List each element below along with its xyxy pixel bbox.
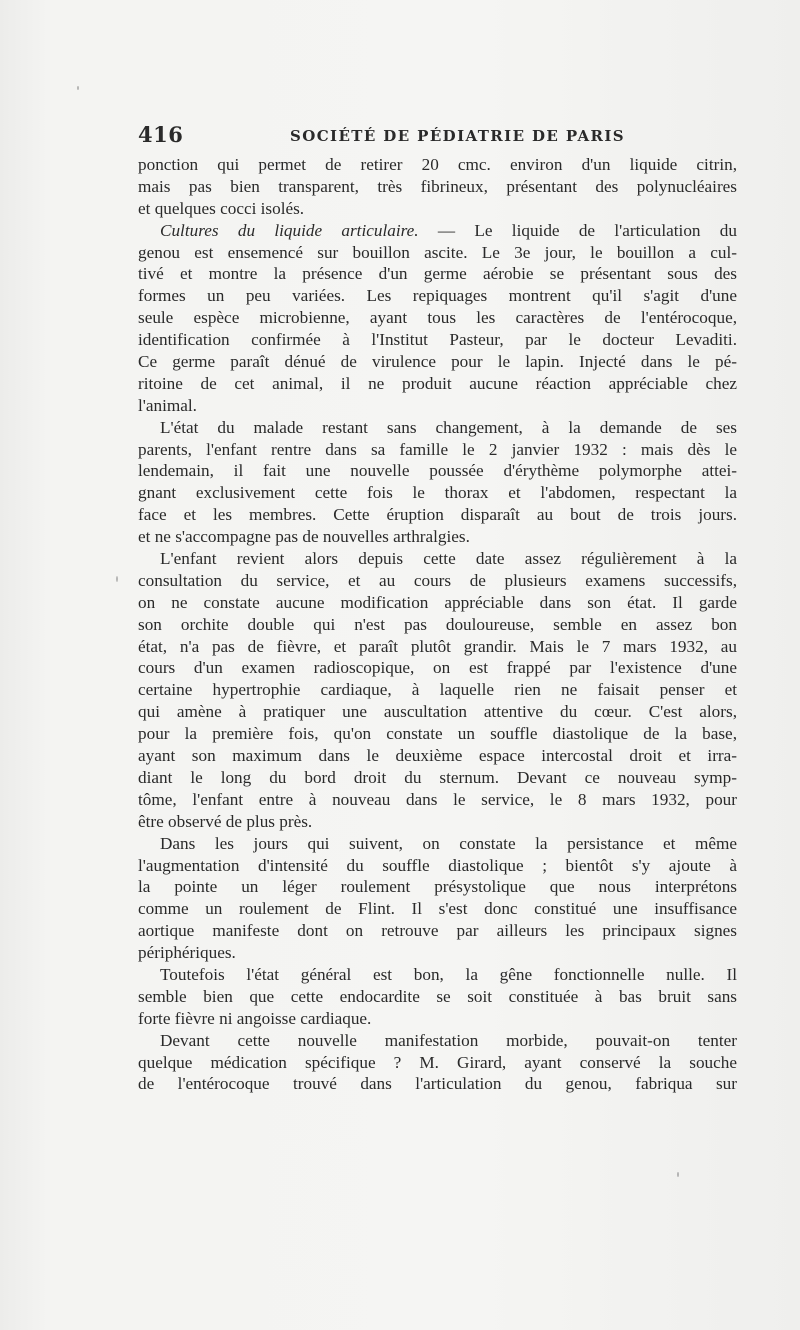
text-line: être observé de plus près. xyxy=(138,811,313,831)
text-line: périphériques. xyxy=(138,943,236,963)
text-line: quelque médication spécifique ? M. Girard, ayant conservé la souche xyxy=(138,1052,737,1072)
text-line: gnant exclusivement cette fois le thorax et l'abdomen, respectant la xyxy=(138,483,737,503)
text-line: ayant son maximum dans le deuxième espace intercostal droit et irra- xyxy=(138,746,737,766)
text-line: Devant cette nouvelle manifestation morbide, pouvait-on tenter xyxy=(160,1030,737,1050)
text-line: formes un peu variées. Les repiquages montrent qu'il s'agit d'une xyxy=(138,286,737,306)
text-line: Ce germe paraît dénué de virulence pour le lapin. Injecté dans le pé- xyxy=(138,352,737,372)
paragraph xyxy=(138,833,737,964)
text-line: qui amène à pratiquer une auscultation attentive du cœur. C'est alors, xyxy=(138,702,737,722)
running-title: SOCIÉTÉ DE PÉDIATRIE DE PARIS xyxy=(290,127,626,145)
text-line: l'augmentation d'intensité du souffle diastolique ; bientôt s'y ajoute à xyxy=(138,855,737,875)
paper-speck xyxy=(116,576,118,582)
text-line: certaine hypertrophie cardiaque, à laquelle rien ne faisait penser et xyxy=(138,680,737,700)
section-lead: Cultures du liquide articulaire. xyxy=(160,220,419,240)
text-line: son orchite double qui n'est pas douloureuse, semble en assez bon xyxy=(138,614,737,634)
text-line: Toutefois l'état général est bon, la gêne fonctionnelle nulle. Il xyxy=(160,964,737,984)
page-number: 416 xyxy=(138,122,184,147)
text-line: pour la première fois, qu'on constate un souffle diastolique de la base, xyxy=(138,724,737,744)
text-line: et ne s'accompagne pas de nouvelles arthralgies. xyxy=(138,527,470,547)
text-line: L'enfant revient alors depuis cette date assez régulièrement à la xyxy=(160,549,737,569)
text-line: identification confirmée à l'Institut Pasteur, par le docteur Levaditi. xyxy=(138,330,737,350)
text-line: la pointe un léger roulement présystolique que nous interprétons xyxy=(138,877,737,897)
text-line: et quelques cocci isolés. xyxy=(138,198,305,218)
paragraph xyxy=(138,154,737,220)
text-line: ponction qui permet de retirer 20 cmc. environ d'un liquide citrin, xyxy=(138,155,737,174)
text-line: cours d'un examen radioscopique, on est frappé par l'existence d'une xyxy=(138,658,737,678)
text-line: parents, l'enfant rentre dans sa famille le 2 janvier 1932 : mais dès le xyxy=(138,439,737,459)
paragraph xyxy=(138,964,737,1030)
text-line: aortique manifeste dont on retrouve par ailleurs les principaux signes xyxy=(138,921,737,941)
paragraph xyxy=(138,417,737,548)
text-line: état, n'a pas de fièvre, et paraît plutôt grandir. Mais le 7 mars 1932, au xyxy=(138,636,737,656)
body-text xyxy=(138,154,737,1095)
paragraph xyxy=(138,548,737,833)
text-fragment: — Le liquide de l'articulation du xyxy=(418,220,737,240)
text-line: tivé et montre la présence d'un germe aérobie se présentant sous des xyxy=(138,264,737,284)
text-line: Dans les jours qui suivent, on constate la persistance et même xyxy=(160,833,737,853)
text-line: tôme, l'enfant entre à nouveau dans le service, le 8 mars 1932, pour xyxy=(138,789,737,809)
text-line: forte fièvre ni angoisse cardiaque. xyxy=(138,1008,372,1028)
text-line: de l'entérocoque trouvé dans l'articulation du genou, fabriqua sur xyxy=(138,1074,737,1094)
text-line: l'animal. xyxy=(138,395,197,415)
paper-speck xyxy=(77,86,79,90)
paragraph xyxy=(138,1030,737,1096)
text-line: genou est ensemencé sur bouillon ascite. Le 3e jour, le bouillon a cul- xyxy=(138,242,737,262)
text-line: seule espèce microbienne, ayant tous les caractères de l'entérocoque, xyxy=(138,308,737,328)
text-line: semble bien que cette endocardite se soit constituée à bas bruit sans xyxy=(138,986,737,1006)
paper-speck xyxy=(677,1172,679,1177)
text-line: L'état du malade restant sans changement, à la demande de ses xyxy=(160,417,737,437)
text-line: face et les membres. Cette éruption disparaît au bout de trois jours. xyxy=(138,505,737,525)
text-line: consultation du service, et au cours de plusieurs examens successifs, xyxy=(138,570,737,590)
page-header xyxy=(138,122,738,148)
paragraph xyxy=(138,220,737,417)
text-line: on ne constate aucune modification appréciable dans son état. Il garde xyxy=(138,592,737,612)
text-line: comme un roulement de Flint. Il s'est donc constitué une insuffisance xyxy=(138,899,737,919)
text-line: mais pas bien transparent, très fibrineux, présentant des polynucléaires xyxy=(138,176,737,196)
text-line xyxy=(138,220,737,242)
text-line: lendemain, il fait une nouvelle poussée d'érythème polymorphe attei- xyxy=(138,461,737,481)
text-line: ritoine de cet animal, il ne produit aucune réaction appréciable chez xyxy=(138,373,737,393)
text-line: diant le long du bord droit du sternum. Devant ce nouveau symp- xyxy=(138,767,737,787)
